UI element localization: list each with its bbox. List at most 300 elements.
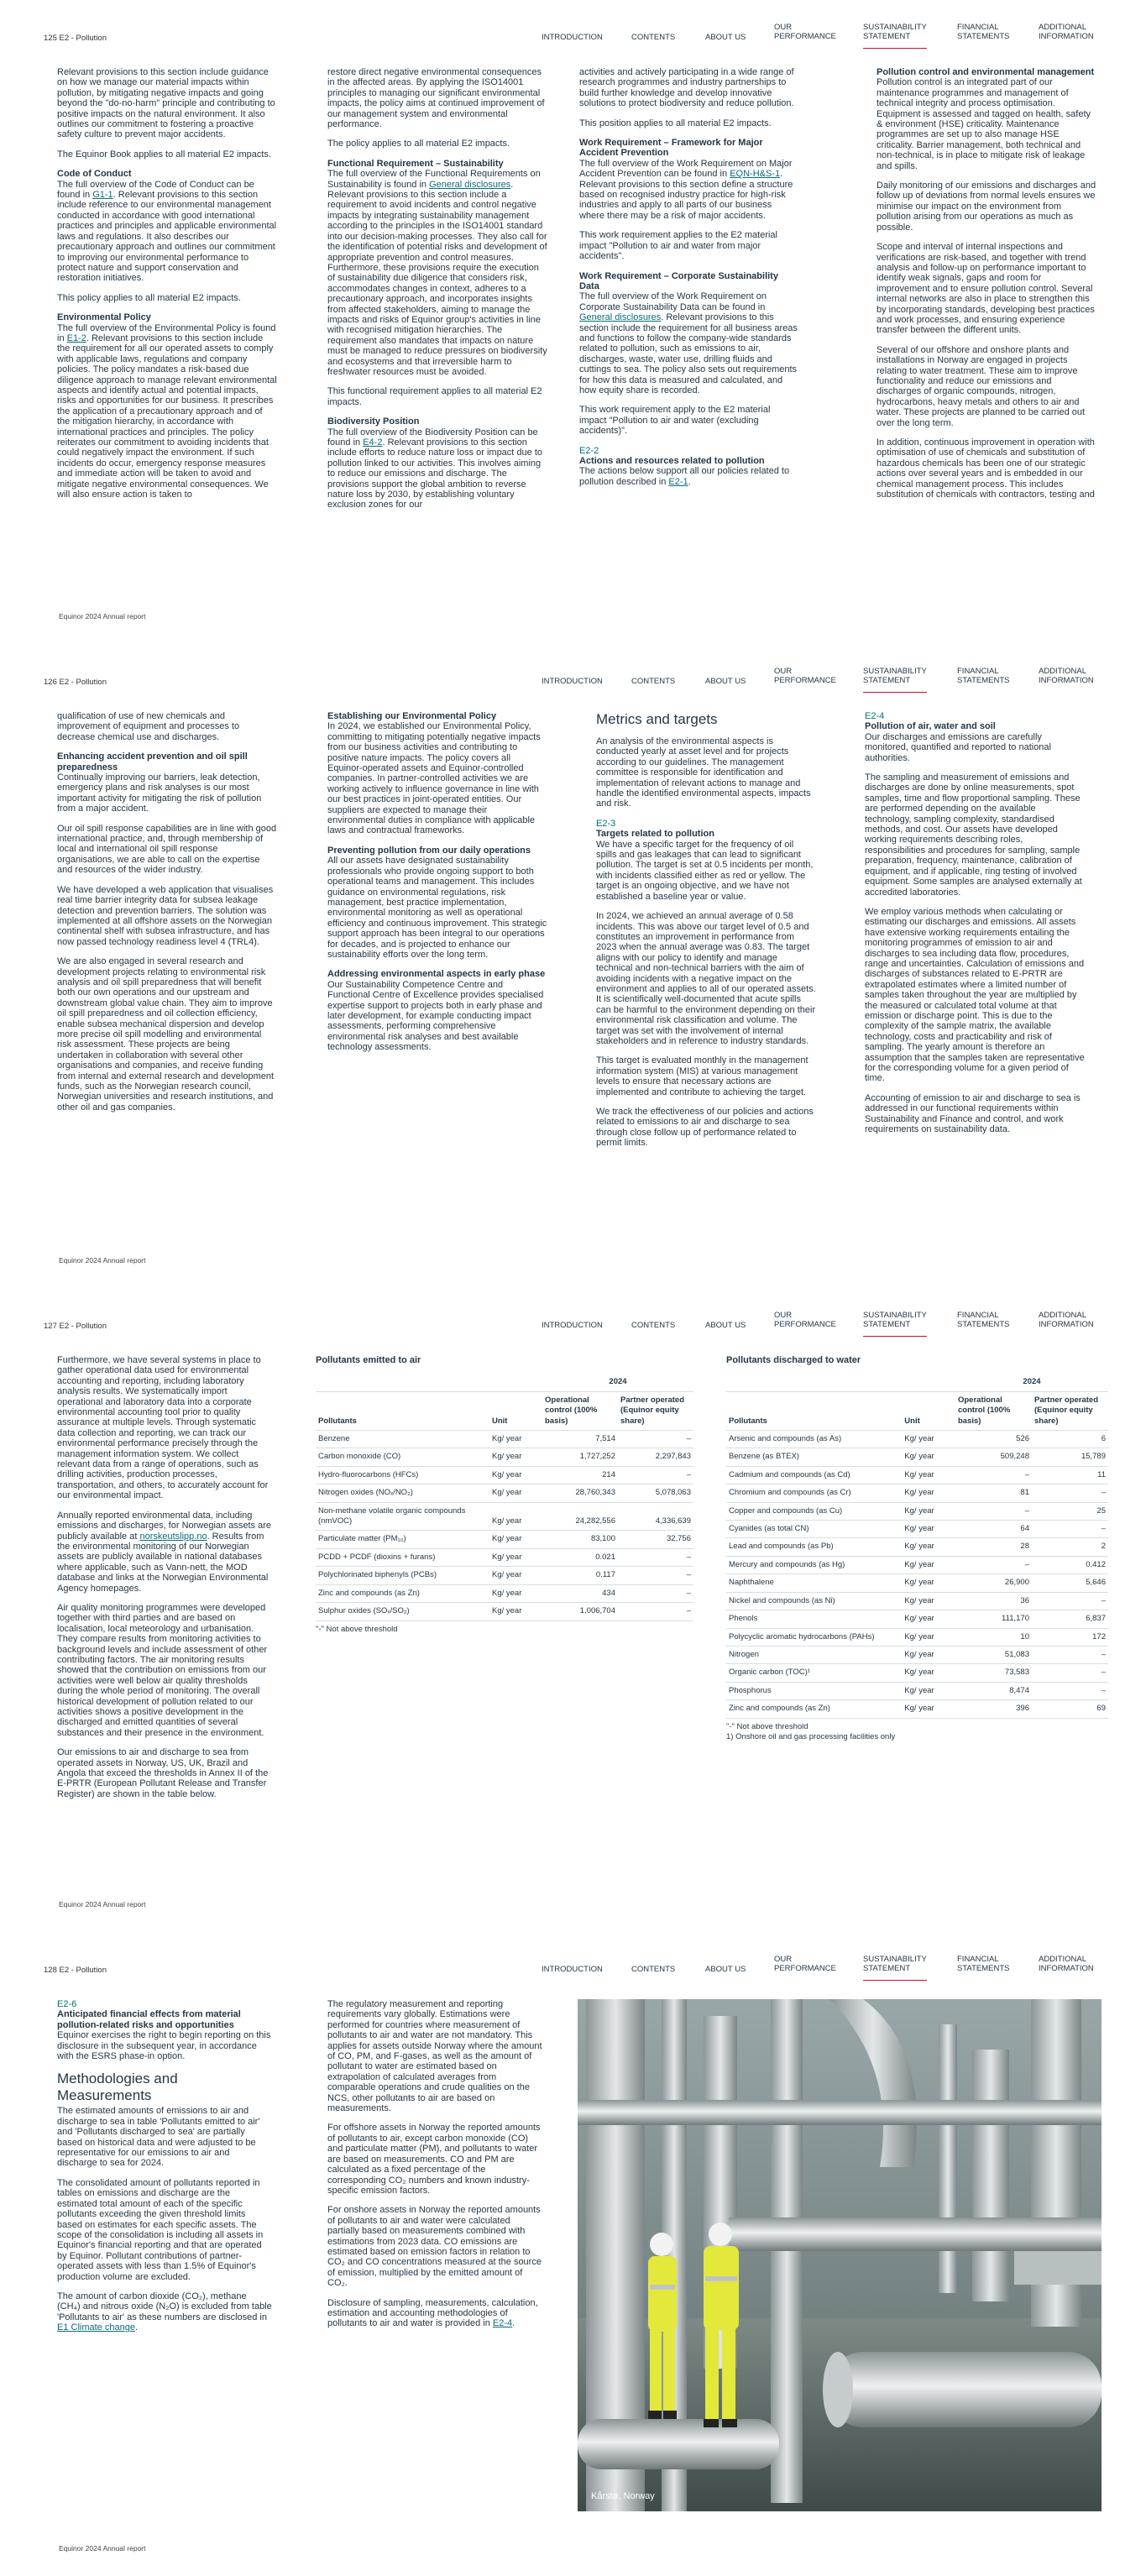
table-row bbox=[316, 1466, 693, 1484]
pollutant-cell: Mercury and compounds (as Hg) bbox=[726, 1556, 902, 1573]
operational-value-cell: – bbox=[955, 1466, 1032, 1484]
partner-value-cell: – bbox=[618, 1567, 693, 1584]
pollutant-cell: Polycyclic aromatic hydrocarbons (PAHs) bbox=[726, 1628, 902, 1646]
text: The full overview of the Work Requirement on Corporate Sustainability Data can be found in bbox=[579, 291, 767, 312]
esrs-tag: E2-4 bbox=[865, 711, 885, 721]
nav-label-line: STATEMENTS bbox=[957, 1319, 1010, 1329]
page-footer: Equinor 2024 Annual report bbox=[59, 2544, 146, 2552]
table-row bbox=[316, 1391, 693, 1430]
nav-financial-statements[interactable] bbox=[957, 24, 1009, 49]
nav-our-performance[interactable] bbox=[774, 668, 836, 693]
pollutant-cell: Copper and compounds (as Cu) bbox=[726, 1502, 902, 1520]
paragraph: This policy applies to all material E2 impacts. bbox=[57, 292, 241, 303]
heading-work-requirement-major-accident: Work Requirement – Framework for Major Accident Prevention bbox=[579, 138, 763, 159]
unit-cell: Kg/ year bbox=[489, 1466, 542, 1484]
unit-cell: Kg/ year bbox=[489, 1548, 542, 1566]
operational-value-cell: 81 bbox=[955, 1484, 1032, 1502]
nav-label-line: STATEMENT bbox=[863, 1963, 911, 1973]
page-number: 125 E2 - Pollution bbox=[44, 34, 107, 43]
text: . Relevant provisions to this section include efforts to reduce nature loss or impact due to pollution linked to our activities. This involves aiming to reduce our emissions and discharge. The provisions support the global ambition to reverse nature loss by 2030, by establishing voluntary exclusion zones for our bbox=[327, 437, 542, 510]
nav-about-us[interactable]: ABOUT US bbox=[705, 1965, 746, 1974]
partner-value-cell: 11 bbox=[1032, 1466, 1108, 1484]
pollutant-cell: Nitrogen bbox=[726, 1646, 902, 1663]
nav-label-line: OUR bbox=[774, 1955, 793, 1964]
table-row bbox=[316, 1484, 693, 1502]
page-number: 127 E2 - Pollution bbox=[44, 1322, 107, 1331]
pollutant-cell: Polychlorinated biphenyls (PCBs) bbox=[316, 1567, 489, 1584]
pollutant-cell: Arsenic and compounds (as As) bbox=[726, 1431, 902, 1448]
text: . bbox=[134, 2322, 139, 2333]
page-125 bbox=[0, 0, 1146, 644]
nav-introduction[interactable]: INTRODUCTION bbox=[542, 33, 603, 42]
paragraph: The Equinor Book applies to all material E2 impacts. bbox=[57, 149, 271, 160]
partner-value-cell: – bbox=[1032, 1646, 1108, 1663]
pollutant-cell: Cadmium and compounds (as Cd) bbox=[726, 1466, 902, 1484]
table-row bbox=[726, 1538, 1108, 1556]
nav-additional-information[interactable] bbox=[1039, 1312, 1094, 1337]
unit-cell: Kg/ year bbox=[489, 1484, 542, 1502]
paragraph: Daily monitoring of our emissions and discharges and follow up of deviations from normal levels ensures we minimise our impact on the environment from pollution arising from our operations as much as possible. bbox=[877, 181, 1096, 233]
nav-additional-information[interactable] bbox=[1039, 24, 1094, 49]
link-general-disclosures[interactable]: General disclosures bbox=[429, 179, 511, 190]
operational-value-cell: 111,170 bbox=[955, 1610, 1032, 1628]
pollutant-cell: Nitrogen oxides (NOₓ/NO₂) bbox=[316, 1484, 489, 1502]
nav-additional-information[interactable] bbox=[1039, 1956, 1094, 1981]
paragraph bbox=[57, 1511, 274, 1594]
paragraph bbox=[327, 427, 547, 510]
nav-sustainability-statement[interactable] bbox=[863, 1312, 927, 1337]
column-1 bbox=[57, 1355, 274, 1809]
column-3 bbox=[596, 711, 816, 1158]
link-e2-4[interactable]: E2-4 bbox=[492, 2318, 513, 2329]
table-row bbox=[316, 1584, 693, 1602]
paragraph: Continually improving our barriers, leak detection, emergency plans and risk analyses is our most important activity for mitigating the risk of pollution from a major accident. bbox=[57, 772, 262, 814]
header-pollutants: Pollutants bbox=[316, 1391, 489, 1430]
operational-value-cell: 8,474 bbox=[955, 1682, 1032, 1699]
heading-pollution-control: Pollution control and environmental management bbox=[877, 67, 1095, 77]
operational-value-cell: 28 bbox=[955, 1538, 1032, 1556]
table-row bbox=[726, 1610, 1108, 1628]
operational-value-cell: 0.021 bbox=[542, 1548, 618, 1566]
nav-label-line: STATEMENTS bbox=[957, 675, 1010, 685]
table-footnote: 1) Onshore oil and gas processing facilities only bbox=[726, 1731, 896, 1741]
unit-cell: Kg/ year bbox=[489, 1531, 542, 1548]
nav-label-line: PERFORMANCE bbox=[774, 1963, 836, 1973]
unit-cell: Kg/ year bbox=[902, 1646, 955, 1663]
header-operational: Operational control (100% basis) bbox=[955, 1391, 1032, 1430]
heading-code-of-conduct: Code of Conduct bbox=[57, 169, 132, 180]
nav-label-line: INFORMATION bbox=[1039, 675, 1094, 685]
nav-our-performance[interactable] bbox=[774, 1312, 836, 1337]
nav-label-line: INFORMATION bbox=[1039, 1963, 1094, 1973]
header-cell bbox=[489, 1374, 542, 1391]
header-pollutants: Pollutants bbox=[726, 1391, 902, 1430]
table-row bbox=[726, 1502, 1108, 1520]
partner-value-cell: 6 bbox=[1032, 1431, 1108, 1448]
paragraph: For onshore assets in Norway the reported amounts of pollutants to air and water were calculated partially based on measurements combined with estimations from 2023 data. CO emissions are estimated based on emission factors in relation to CO₂ and CO concentrations measured at the source of emission, multiplied by the emitted amount of CO₂. bbox=[327, 2205, 542, 2289]
pollutant-cell: Naphthalene bbox=[726, 1574, 902, 1592]
column-1 bbox=[57, 711, 277, 1122]
pollutant-cell: PCDD + PCDF (dioxins + furans) bbox=[316, 1548, 489, 1566]
nav-label-line: STATEMENT bbox=[863, 675, 911, 685]
nav-label-line: PERFORMANCE bbox=[774, 31, 836, 41]
paragraph bbox=[327, 2298, 542, 2329]
nav-introduction[interactable]: INTRODUCTION bbox=[542, 1321, 603, 1330]
partner-value-cell: – bbox=[618, 1431, 693, 1448]
nav-label-line: PERFORMANCE bbox=[774, 675, 836, 685]
table-title: Pollutants discharged to water bbox=[726, 1355, 861, 1365]
paragraph bbox=[327, 169, 547, 377]
column-1 bbox=[57, 67, 277, 509]
nav-financial-statements[interactable] bbox=[957, 1956, 1009, 1981]
nav-introduction[interactable]: INTRODUCTION bbox=[542, 1965, 603, 1974]
unit-cell: Kg/ year bbox=[489, 1448, 542, 1466]
paragraph: For offshore assets in Norway the reported amounts of pollutants to air, except carbon monoxide (CO) and particulate matter (PM), and pollutants to water are based on measurements. CO and PM are calculated as a fixed percentage of the corresponding CO₂ numbers and known industry-specific emission factors. bbox=[327, 2123, 541, 2196]
operational-value-cell: 28,760,343 bbox=[542, 1484, 618, 1502]
heading-environmental-policy: Environmental Policy bbox=[57, 312, 151, 323]
partner-value-cell: 32,756 bbox=[618, 1531, 693, 1548]
nav-label-line: PERFORMANCE bbox=[774, 1319, 836, 1329]
section-title-methodologies: Methodologies and Measurements bbox=[57, 2071, 178, 2104]
text: . bbox=[688, 476, 691, 487]
air-table-body bbox=[316, 1431, 693, 1620]
paragraph: This work requirement applies to the E2 material impact "Pollution to air and water from major accidents". bbox=[579, 230, 777, 262]
heading-early-phase: Addressing environmental aspects in early phase bbox=[327, 969, 546, 980]
nav-label-line: SUSTAINABILITY bbox=[863, 1955, 927, 1964]
unit-cell: Kg/ year bbox=[902, 1556, 955, 1573]
column-3 bbox=[579, 67, 799, 496]
operational-value-cell: 1,727,252 bbox=[542, 1448, 618, 1466]
heading-environmental-policy: Establishing our Environmental Policy bbox=[327, 711, 497, 721]
operational-value-cell: 0.117 bbox=[542, 1567, 618, 1584]
page-header bbox=[0, 1312, 1146, 1337]
nav-about-us[interactable]: ABOUT US bbox=[705, 1321, 746, 1330]
text: . bbox=[512, 2318, 515, 2329]
pollutant-cell: Chromium and compounds (as Cr) bbox=[726, 1484, 902, 1502]
link-e1-climate-change[interactable]: E1 Climate change bbox=[57, 2322, 135, 2333]
paragraph: Air quality monitoring programmes were developed together with third parties and are based on localisation, local meteorology and urbanisation. They compare results from monitoring activities to background levels and include assessment of other contributing factors. The air monitoring results showed that the contribution on emissions from our activities were well below air quality thresholds during the whole period of monitoring. The overall historical development of pollution related to our activities shows a positive development in the discharged and emitted quantities of several substances and their presence in the environment. bbox=[57, 1602, 268, 1738]
unit-cell: Kg/ year bbox=[902, 1610, 955, 1628]
pollutant-cell: Phosphorus bbox=[726, 1682, 902, 1699]
nav-financial-statements[interactable] bbox=[957, 1312, 1009, 1337]
pollutant-cell: Phenols bbox=[726, 1610, 902, 1628]
heading-pollution-air-water-soil: Pollution of air, water and soil bbox=[865, 721, 996, 732]
page-header bbox=[0, 24, 1146, 49]
pollutant-cell: Organic carbon (TOC)¹ bbox=[726, 1664, 902, 1682]
paragraph: This work requirement apply to the E2 material impact "Pollution to air and water (excluding accidents)". bbox=[579, 405, 771, 437]
heading-financial-effects: Anticipated financial effects from material pollution-related risks and opportunities bbox=[57, 2009, 241, 2030]
paragraph: In 2024, we established our Environmental Policy, committing to mitigating potentially negative impacts from our business activities and contributing to positive nature impacts. The policy covers all Equinor-operated assets and Equinor-controlled companies. In partner-controlled activities we are working actively to influence governance in line with our best practices in joint-operated entities. Our suppliers are expected to manage their environmental duties in compliance with applicable laws and contractual frameworks. bbox=[327, 721, 541, 836]
page-number: 128 E2 - Pollution bbox=[44, 1966, 107, 1975]
paragraph: An analysis of the environmental aspects is conducted yearly at asset level and for projects according to our guidelines. The management committee is responsible for identification and implementation of relevant actions to manage and handle the identified environmental aspects, impacts and risk. bbox=[596, 736, 811, 809]
paragraph: All our assets have designated sustainability professionals who provide ongoing support to both operational teams and management. This includes guidance on environmental regulations, risk management, best practice implementation, environmental monitoring as well as operational efficiency and continuous improvement. This strategic support approach has been integral to our operations for decades, and is projected to enhance our sustainability efforts over the long term. bbox=[327, 856, 547, 960]
paragraph: The consolidated amount of pollutants reported in tables on emissions and discharge are the estimated total amount of each of the specific pollutants exceeding the given threshold limits based on estimates for each specific assets. The scope of the consolidation is including all assets in Equinor's financial reporting and that are operated by Equinor. Pollutant contributions of partner-operated assets with less than 1.5% of Equinor's production volume are excluded. bbox=[57, 2177, 264, 2282]
partner-value-cell: – bbox=[618, 1584, 693, 1602]
operational-value-cell: 24,282,556 bbox=[542, 1502, 618, 1531]
table-row bbox=[726, 1448, 1108, 1466]
page-header bbox=[0, 668, 1146, 693]
table-note: "-" Not above threshold bbox=[726, 1721, 808, 1731]
nav-contents[interactable]: CONTENTS bbox=[631, 33, 676, 42]
operational-value-cell: 26,900 bbox=[955, 1574, 1032, 1592]
pollutant-cell: Non-methane volatile organic compounds (nmVOC) bbox=[316, 1502, 489, 1531]
nav-sustainability-statement[interactable] bbox=[863, 1956, 927, 1981]
unit-cell: Kg/ year bbox=[902, 1521, 955, 1538]
table-row bbox=[316, 1567, 693, 1584]
column-4 bbox=[865, 711, 1085, 1144]
operational-value-cell: 51,083 bbox=[955, 1646, 1032, 1663]
industrial-plant-photo bbox=[578, 1999, 1102, 2511]
operational-value-cell: 214 bbox=[542, 1466, 618, 1484]
partner-value-cell: 2 bbox=[1032, 1538, 1108, 1556]
unit-cell: Kg/ year bbox=[902, 1664, 955, 1682]
pollutant-cell: Benzene (as BTEX) bbox=[726, 1448, 902, 1466]
heading-preventing-pollution: Preventing pollution from our daily operations bbox=[327, 845, 531, 856]
link-g1-1[interactable]: G1-1 bbox=[92, 190, 113, 201]
table-row bbox=[726, 1431, 1108, 1448]
text: Disclosure of sampling, measurements, calculation, estimation and accounting methodologies of pollutants to air and water is provided in bbox=[327, 2297, 538, 2329]
paragraph: Equinor exercises the right to begin reporting on this disclosure in the subsequent year, in accordance with the ESRS phase-in option. bbox=[57, 2030, 271, 2062]
paragraph: qualification of use of new chemicals and improvement of equipment and processes to decrease chemical use and discharges. bbox=[57, 711, 240, 742]
heading-biodiversity-position: Biodiversity Position bbox=[327, 416, 420, 427]
photo-caption: Kårstø, Norway bbox=[591, 2491, 655, 2501]
paragraph bbox=[57, 2291, 272, 2333]
partner-value-cell: 0.412 bbox=[1032, 1556, 1108, 1573]
paragraph bbox=[579, 291, 799, 395]
partner-value-cell: – bbox=[1032, 1484, 1108, 1502]
partner-value-cell: 6,837 bbox=[1032, 1610, 1108, 1628]
unit-cell: Kg/ year bbox=[902, 1502, 955, 1520]
operational-value-cell: 434 bbox=[542, 1584, 618, 1602]
unit-cell: Kg/ year bbox=[902, 1431, 955, 1448]
photo-illustration bbox=[578, 1999, 1102, 2511]
paragraph: Our discharges and emissions are carefully monitored, quantified and reported to national authorities. bbox=[865, 731, 1051, 763]
nav-label-line: INFORMATION bbox=[1039, 31, 1094, 41]
nav-about-us[interactable]: ABOUT US bbox=[705, 33, 746, 42]
table-row bbox=[726, 1466, 1108, 1484]
partner-value-cell: 69 bbox=[1032, 1700, 1108, 1718]
nav-financial-statements[interactable] bbox=[957, 668, 1009, 693]
paragraph: Our Sustainability Competence Centre and Functional Centre of Excellence provides specialised expertise support to projects both in early phase and later development, for example conducting impact assessments, performing comprehensive environmental risk analyses and best available technology assessments. bbox=[327, 979, 544, 1053]
text: . Results from the environmental monitoring of our Norwegian assets are publicly available in national databases where applicable, such as Vann-nett, the MOD database and links at the Norwegian Environmental Agency homepages. bbox=[57, 1531, 269, 1594]
paragraph: We track the effectiveness of our policies and actions related to emissions to air and discharge to sea through close follow up of performance related to permit limits. bbox=[596, 1107, 814, 1149]
unit-cell: Kg/ year bbox=[902, 1628, 955, 1646]
nav-contents[interactable]: CONTENTS bbox=[631, 1965, 676, 1974]
column-1 bbox=[57, 1999, 272, 2343]
header-cell bbox=[316, 1374, 489, 1391]
table-row bbox=[726, 1700, 1108, 1718]
partner-value-cell: 2,297,843 bbox=[618, 1448, 693, 1466]
nav-label-line: OUR bbox=[774, 23, 793, 32]
nav-label-line: INFORMATION bbox=[1039, 1319, 1094, 1329]
paragraph: We employ various methods when calculating or estimating our discharges and emissions. All assets have extensive working requirements entailing the monitoring programmes of emission to air and discharges to sea including data flow, procedures, range and uncertainties. Calculation of emissions and discharges of substances related to E-PRTR are extrapolated estimates where a limited number of samples taken throughout the year are multiplied by the measured or calculated total volume at that emission or discharge point. This is due to the complexity of the sample matrix, the available technology, costs and practicability and risk of sampling. The yearly amount is therefore an assumption that the samples taken are representative for the corresponding volume for a given period of time. bbox=[865, 906, 1085, 1084]
paragraph bbox=[579, 466, 799, 487]
pollutant-cell: Lead and compounds (as Pb) bbox=[726, 1538, 902, 1556]
table-row bbox=[316, 1531, 693, 1548]
heading-actions-resources: Actions and resources related to pollution bbox=[579, 456, 765, 466]
table-title: Pollutants emitted to air bbox=[316, 1355, 421, 1365]
paragraph: We have developed a web application that visualises real time barrier integrity data for subsea leakage detection and prevention barriers. The solution was implemented at all offshore assets on the Norwegian continental shelf with subsea infrastructure, and has now passed technology readiness level 4 (TRL4). bbox=[57, 884, 274, 947]
page-footer: Equinor 2024 Annual report bbox=[59, 612, 146, 620]
link-e1-2[interactable]: E1-2 bbox=[66, 332, 86, 343]
table-row bbox=[726, 1556, 1108, 1573]
nav-about-us[interactable]: ABOUT US bbox=[705, 677, 746, 686]
nav-label-line: SUSTAINABILITY bbox=[863, 1311, 927, 1320]
water-pollutants-table bbox=[726, 1374, 1108, 1718]
column-4 bbox=[877, 67, 1096, 509]
nav-contents[interactable]: CONTENTS bbox=[631, 1321, 676, 1330]
header-operational: Operational control (100% basis) bbox=[542, 1391, 618, 1430]
table-row bbox=[726, 1521, 1108, 1538]
table-row bbox=[316, 1502, 693, 1531]
text: The full overview of the Environmental Policy is found in bbox=[57, 322, 276, 343]
operational-value-cell: 1,006,704 bbox=[542, 1603, 618, 1620]
nav-label-line: STATEMENTS bbox=[957, 1963, 1010, 1973]
operational-value-cell: – bbox=[955, 1502, 1032, 1520]
heading-targets: Targets related to pollution bbox=[596, 829, 714, 840]
paragraph: This position applies to all material E2 impacts. bbox=[579, 118, 772, 128]
partner-value-cell: 5,646 bbox=[1032, 1574, 1108, 1592]
column-2 bbox=[327, 1999, 542, 2338]
pollutant-cell: Benzene bbox=[316, 1431, 489, 1448]
text: The full overview of the Work Requirement on Major Accident Prevention can be found in bbox=[579, 158, 793, 180]
esrs-tag: E2-3 bbox=[596, 818, 616, 829]
nav-sustainability-statement[interactable] bbox=[863, 24, 927, 49]
esrs-tag: E2-6 bbox=[57, 1999, 77, 2009]
paragraph: In 2024, we achieved an annual average of 0.58 incidents. This was above our target level of 0.5 and constitutes an improvement in performance from 2023 when the annual average was 0.83. The target aligns with our policy to identify and manage technical and non-technical barriers with the aim of avoiding incidents with a negative impact on the environment and applies to all of our operated assets. It is scientifically well-documented that acute spills can be harmful to the environment depending on their environmental risk classification and volume. The target was set with the involvement of internal stakeholders and in reference to industry standards. bbox=[596, 911, 816, 1046]
pollutant-cell: Carbon monoxide (CO) bbox=[316, 1448, 489, 1466]
nav-introduction[interactable]: INTRODUCTION bbox=[542, 677, 603, 686]
unit-cell: Kg/ year bbox=[902, 1574, 955, 1592]
table-row bbox=[726, 1484, 1108, 1502]
heading-functional-requirement: Functional Requirement – Sustainability bbox=[327, 158, 504, 169]
operational-value-cell: 10 bbox=[955, 1628, 1032, 1646]
paragraph: The regulatory measurement and reporting requirements vary globally. Estimations were performed for countries where measurement of pollutants to air and water are not mandatory. This applies for assets outside Norway where the amount of CO, PM, and F-gases, as well as the amount of pollutant to water are estimated based on extrapolation of calculated averages from comparable operations and crude qualities on the NCS, other pollutants to air are based on measurements. bbox=[327, 1999, 542, 2114]
text: . Relevant provisions to this section include reference to our environmental management conducted in accordance with good international practices and principles and applicable environmental laws and regulations. It also describes our precautionary approach and outlines our commitment to improving our environmental performance to protect nature and support conservation and restoration initiatives. bbox=[57, 190, 277, 284]
heading-work-requirement-sustainability-data: Work Requirement – Corporate Sustainability Data bbox=[579, 270, 778, 291]
heading-accident-prevention: Enhancing accident prevention and oil spill preparedness bbox=[57, 751, 248, 772]
header-partner: Partner operated (Equinor equity share) bbox=[618, 1391, 693, 1430]
section-title-metrics-targets: Metrics and targets bbox=[596, 711, 718, 727]
operational-value-cell: 509,248 bbox=[955, 1448, 1032, 1466]
page-header bbox=[0, 1956, 1146, 1981]
table-row bbox=[316, 1431, 693, 1448]
column-2 bbox=[327, 711, 547, 1062]
paragraph: The sampling and measurement of emissions and discharges are done by online measurements, spot samples, time and flow proportional sampling. These are performed depending on the available technology, sampling complexity, standardised methods, and cost. Our assets have developed working requirements describing roles, responsibilities and procedures for sampling, sample preparation, frequency, maintenance, calibration of equipment, and if applicable, ring testing of involved equipment. Some samples are analysed externally at accredited laboratories. bbox=[865, 772, 1082, 898]
pollutant-cell: Zinc and compounds (as Zn) bbox=[726, 1700, 902, 1718]
nav-label-line: FINANCIAL bbox=[957, 667, 999, 676]
table-row bbox=[316, 1603, 693, 1620]
partner-value-cell: 5,078,063 bbox=[618, 1484, 693, 1502]
nav-our-performance[interactable] bbox=[774, 24, 836, 49]
paragraph: Furthermore, we have several systems in place to gather operational data used for environmental accounting and reporting, including laboratory analysis results. We systematically import operational and laboratory data into a corporate environmental accounting tool prior to quality assurance at multiple levels. Through systematic data collection and reporting, we can track our environmental performance precisely through the management information system. We collect relevant data from a range of operations, such as drilling activities, production processes, transportation, and others, to accurately account for our environmental impact. bbox=[57, 1355, 269, 1501]
paragraph: Our emissions to air and discharge to sea from operated assets in Norway, US, UK, Brazil and Angola that exceed the thresholds in Annex II of the E-PRTR (European Pollutant Release and Transfer Register) are shown in the table below. bbox=[57, 1747, 269, 1799]
year-header: 2024 bbox=[955, 1374, 1108, 1391]
partner-value-cell: 25 bbox=[1032, 1502, 1108, 1520]
paragraph bbox=[579, 159, 799, 221]
paragraph: Pollution control is an integrated part of our maintenance programmes and management of technical integrity and process optimisation. Equipment is assessed and tagged on health, safety & environment (HSE) criticality. Maintenance programmes are set up to also manage HSE criticality. Barrier management, both technical and non-technical, is in place to mitigate risk of leakage and spills. bbox=[877, 77, 1091, 171]
unit-cell: Kg/ year bbox=[489, 1603, 542, 1620]
unit-cell: Kg/ year bbox=[902, 1448, 955, 1466]
water-table-body bbox=[726, 1431, 1108, 1719]
pollutant-cell: Cyanides (as total CN) bbox=[726, 1521, 902, 1538]
partner-value-cell: 4,336,639 bbox=[618, 1502, 693, 1531]
partner-value-cell: 172 bbox=[1032, 1628, 1108, 1646]
paragraph: We have a specific target for the frequency of oil spills and gas leakages that can lead to significant pollution. The target is set at 0.5 incidents per month, with incidents classified either as red or yellow. The target is an ongoing objective, and we have not established a baseline year or value. bbox=[596, 839, 814, 902]
link-e2-1[interactable]: E2-1 bbox=[668, 476, 688, 487]
nav-label-line: FINANCIAL bbox=[957, 23, 999, 32]
header-unit: Unit bbox=[902, 1391, 955, 1430]
unit-cell: Kg/ year bbox=[489, 1502, 542, 1531]
link-norskeutslipp[interactable]: norskeutslipp.no bbox=[139, 1531, 207, 1542]
pollutant-cell: Sulphur oxides (SOₓ/SO₂) bbox=[316, 1603, 489, 1620]
partner-value-cell: – bbox=[1032, 1592, 1108, 1610]
text: The full overview of the Biodiversity Position can be found in bbox=[327, 427, 538, 448]
operational-value-cell: 396 bbox=[955, 1700, 1032, 1718]
nav-label-line: SUSTAINABILITY bbox=[863, 23, 927, 32]
paragraph: This functional requirement applies to all material E2 impacts. bbox=[327, 386, 542, 407]
partner-value-cell: – bbox=[618, 1548, 693, 1566]
paragraph bbox=[57, 180, 277, 284]
nav-label-line: OUR bbox=[774, 667, 793, 676]
table-row bbox=[726, 1682, 1108, 1699]
unit-cell: Kg/ year bbox=[902, 1700, 955, 1718]
paragraph: Scope and interval of internal inspections and verifications are risk-based, and together with trend analysis and follow-up on performance important to identify weak signals, gaps and room for improvement and to ensure pollution control. Several internal networks are also in place to strengthen this by incorporating standards, developing best practices and work processes, and ensuring experience transfer between the different units. bbox=[877, 242, 1095, 336]
operational-value-cell: 7,514 bbox=[542, 1431, 618, 1448]
operational-value-cell: 36 bbox=[955, 1592, 1032, 1610]
text: Annually reported environmental data, including emissions and discharges, for Norwegian assets are publicly available at bbox=[57, 1510, 271, 1542]
unit-cell: Kg/ year bbox=[902, 1538, 955, 1556]
paragraph: Several of our offshore and onshore plants and installations in Norway are engaged in projects relating to water treatment. These aim to improve functionality and reduce our emissions and discharges of organic compounds, nitrogen, hydrocarbons, heavy metals and others to air and water. These projects are planned to be carried out over the long term. bbox=[877, 344, 1086, 428]
table-water-block bbox=[726, 1355, 1108, 1742]
paragraph: Our oil spill response capabilities are in line with good international practice, and, through membership of local and international oil spill response organisations, we are able to call on the expertise and resources of the wider industry. bbox=[57, 823, 277, 876]
operational-value-cell: 73,583 bbox=[955, 1664, 1032, 1682]
link-eqn-hs-1[interactable]: EQN-H&S-1 bbox=[730, 169, 781, 180]
nav-label-line: FINANCIAL bbox=[957, 1311, 999, 1320]
text: . Relevant provisions to this section include the requirement for all business areas and functions to follow the company-wide standards related to pollution, such as emissions to air, discharges, waste, water use, drilling fluids and cuttings to sea. The policy also sets out requirements for how this data is measured and calculated, and how equity share is recorded. bbox=[579, 312, 798, 395]
operational-value-cell: 64 bbox=[955, 1521, 1032, 1538]
partner-value-cell: 15,789 bbox=[1032, 1448, 1108, 1466]
table-row bbox=[316, 1448, 693, 1466]
page-128 bbox=[0, 1932, 1146, 2576]
nav-label-line: STATEMENT bbox=[863, 1319, 911, 1329]
table-row bbox=[726, 1374, 1108, 1391]
nav-additional-information[interactable] bbox=[1039, 668, 1094, 693]
table-row bbox=[726, 1592, 1108, 1610]
paragraph: Relevant provisions to this section include guidance on how we manage our material impacts within pollution, by mitigating negative impacts and going beyond the "do-no-harm" principle and contributing to positive impacts on the natural environment. It also outlines our commitment to fostering a proactive safety culture to prevent major accidents. bbox=[57, 67, 275, 140]
unit-cell: Kg/ year bbox=[902, 1592, 955, 1610]
header-partner: Partner operated (Equinor equity share) bbox=[1032, 1391, 1108, 1430]
nav-label-line: SUSTAINABILITY bbox=[863, 667, 927, 676]
partner-value-cell: – bbox=[618, 1603, 693, 1620]
unit-cell: Kg/ year bbox=[902, 1682, 955, 1699]
nav-sustainability-statement[interactable] bbox=[863, 668, 927, 693]
table-note: "-" Not above threshold bbox=[316, 1624, 398, 1634]
nav-label-line: FINANCIAL bbox=[957, 1955, 999, 1964]
nav-label-line: ADDITIONAL bbox=[1039, 1311, 1087, 1320]
paragraph: The estimated amounts of emissions to air and discharge to sea in table 'Pollutants emitted to air' and 'Pollutants discharged to sea' are partially based on historical data and were adjusted to be representative for our emissions to air and discharge to sea for 2024. bbox=[57, 2106, 260, 2169]
link-general-disclosures[interactable]: General disclosures bbox=[579, 312, 662, 323]
table-row bbox=[726, 1646, 1108, 1663]
partner-value-cell: – bbox=[1032, 1682, 1108, 1699]
link-e4-2[interactable]: E4-2 bbox=[363, 437, 383, 448]
nav-our-performance[interactable] bbox=[774, 1956, 836, 1981]
nav-contents[interactable]: CONTENTS bbox=[631, 677, 676, 686]
header-cell bbox=[902, 1374, 955, 1391]
operational-value-cell: – bbox=[955, 1556, 1032, 1573]
page-number: 126 E2 - Pollution bbox=[44, 678, 107, 687]
text: . Relevant provisions to this section include a requirement to avoid incidents and control negative impacts by integrating sustainability management according to the principles in the ISO14001 standard into our decision-making processes. They also call for the identification of potential risks and development of appropriate prevention and control measures. Furthermore, these provisions require the execution of sustainability due diligence that considers risk, accommodates changes in context, adheres to a precautionary approach, and incorporates insights from affected stakeholders, aiming to manage the impacts and risks of Equinor group's activities in line with recognised mitigation hierarchies. The requirement also mandates that impacts on nature must be managed to reduce pressures on biodiversity and ecosystems and that irreversible harm to freshwater resources must be avoided. bbox=[327, 179, 547, 377]
